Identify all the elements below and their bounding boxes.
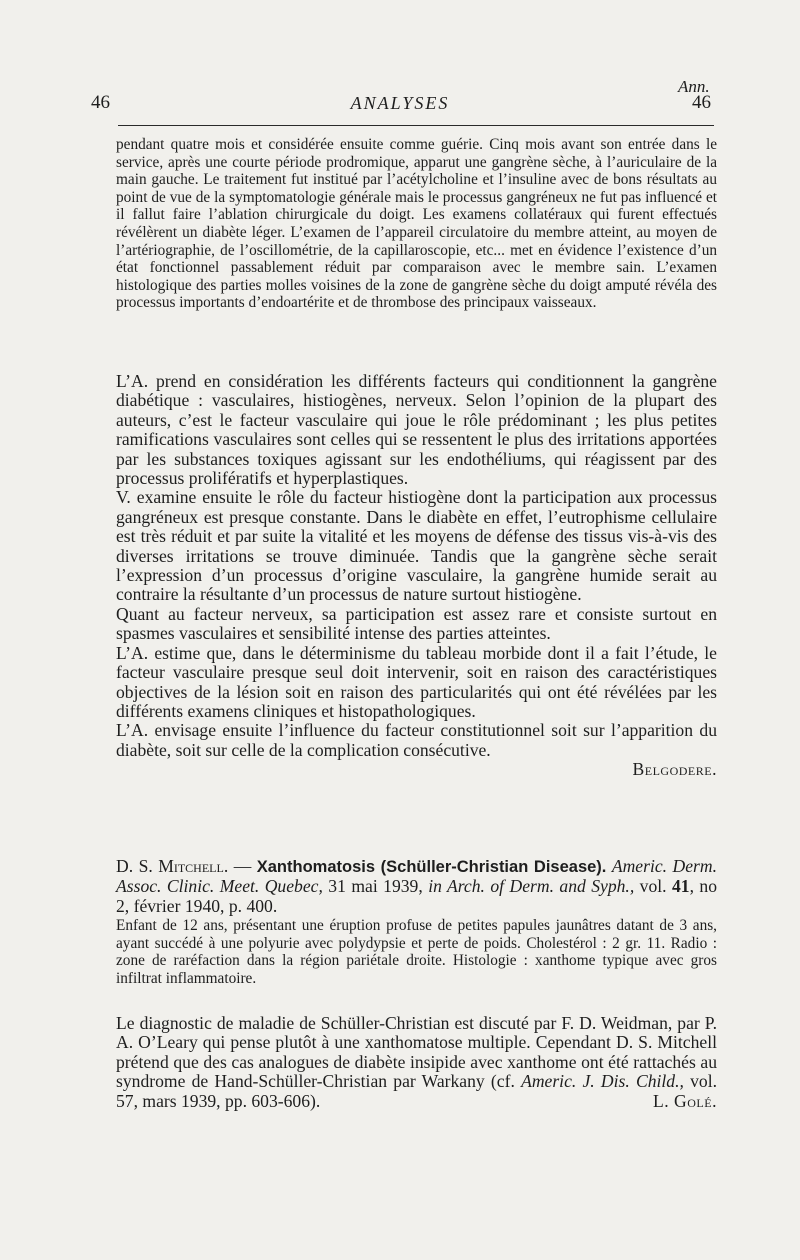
final-text-1: Le diagnostic de maladie de Schüller-Christian est discuté par F. D. Weidman, par P. A. O’Leary qui pense plutôt à une xanthomatose multiple. Cependant D. S. Mitchell prétend que des cas analogues de diabète insipide avec xanthome ont été rattachés au syndrome de Hand-Schüller-Christian par Warkany (cf.: [116, 1013, 717, 1092]
citation-date: 31 mai 1939,: [322, 876, 429, 897]
paragraph-histiogene: V. examine ensuite le rôle du facteur histiogène dont la participation aux processus gangréneux est presque constante. Dans le diabète en effet, l’eutrophisme cellulaire est très réduit et par suite la vitalité et les moyens de défense des tissus vis-à-vis des diverses irritations se trouve diminuée. Tandis que la gangrène sèche serait l’expression d’un processus d’origine vasculaire, la gangrène humide serait au contraire la résultante d’un processus de nature surtout histiogène.: [116, 487, 717, 605]
signature-gole: L. Golé.: [653, 1090, 717, 1111]
annotation-ann: Ann.: [678, 77, 710, 96]
opening-paragraph: pendant quatre mois et considérée ensuite comme guérie. Cinq mois avant son entrée dans le service, après une courte période prodromique, apparut une gangrène sèche, à l’auriculaire de la main gauche. Le traitement fut institué par l’acétylcholine et l’insuline avec de bons résultats au point de vue de la symptomatologie générale mais le processus gangréneux ne fut pas influencé et il fallut faire l’ablation chirurgicale du doigt. Les examens collatéraux qui furent effectués révélèrent un diabète léger. L’examen de l’appareil circulatoire du membre atteint, au moyen de l’artériographie, de l’oscillométrie, de la capillaroscopie, etc... met en évidence l’existence d’un état fonctionnel passablement réduit par comparaison avec le membre sain. L’examen histologique des parties molles voisines de la zone de gangrène sèche du doigt amputé révéla des processus importants d’endoartérite et de thrombose des principaux vaisseaux.: [116, 136, 717, 312]
signature-belgodere: Belgodere.: [632, 759, 717, 780]
citation-rest: , no 2, février 1940, p. 400.: [116, 876, 718, 916]
header-rule: [118, 125, 714, 126]
analysis-body: [116, 372, 717, 780]
page-number-right: 46: [692, 92, 711, 113]
citation-author: D. S. Mitchell.: [116, 856, 229, 876]
citation-vol-prefix: vol.: [634, 876, 672, 897]
final-journal: Americ. J. Dis. Child.,: [521, 1071, 684, 1092]
paragraph-determinisme: L’A. estime que, dans le déterminisme du tableau morbide dont il a fait l’étude, le facteur vasculaire presque seul doit intervenir, soit en raison des caractéristiques objectives de la lésion soit en raison des particularités qui ont été révélées par les différents examens cliniques et histopathologiques.: [116, 642, 717, 721]
citation-in: in Arch. of Derm. and Syph.,: [428, 876, 635, 897]
paragraph-factors: L’A. prend en considération les différents facteurs qui conditionnent la gangrène diabétique : vasculaires, histiogènes, nerveux. Selon l’opinion de la plupart des auteurs, c’est le facteur vasculaire qui joue le rôle prédominant ; les plus petites ramifications vasculaires sont celles qui se ressentent le plus des irritations apportées par les substances toxiques agissant sur les endothéliums, qui réagissent par des processus prolifératifs et hyperplastiques.: [116, 371, 717, 489]
citation-journal: Americ. Derm. Assoc. Clinic. Meet. Quebec,: [116, 856, 717, 897]
paragraph-constitutionnel: L’A. envisage ensuite l’influence du facteur constitutionnel soit sur l’apparition du diabète, soit sur celle de la complication consécutive.: [116, 720, 717, 760]
paragraph-nerveux: Quant au facteur nerveux, sa participation est assez rare et consiste surtout en spasmes vasculaires et sensibilité intense des parties atteintes.: [116, 603, 717, 644]
citation-title: Xanthomatosis (Schüller-Christian Disease).: [256, 858, 607, 876]
running-title: ANALYSES: [350, 93, 450, 113]
case-paragraph: Enfant de 12 ans, présentant une éruption profuse de petites papules jaunâtres datant de 3 ans, ayant succédé à une polyurie avec polydypsie et perte de poids. Cholestérol : 2 gr. 11. Radio : zone de raréfaction dans la région pariétale droite. Histologie : xanthome typique avec gros infiltrat inflammatoire.: [116, 917, 717, 987]
citation-vol: 41: [672, 876, 690, 897]
citation-dash: —: [228, 856, 257, 876]
citation-heading: [116, 857, 717, 916]
page-number-left: 46: [91, 92, 110, 113]
final-section: [116, 1014, 717, 1111]
final-text-2: vol. 57, mars 1939, pp. 603-606).: [116, 1071, 718, 1111]
